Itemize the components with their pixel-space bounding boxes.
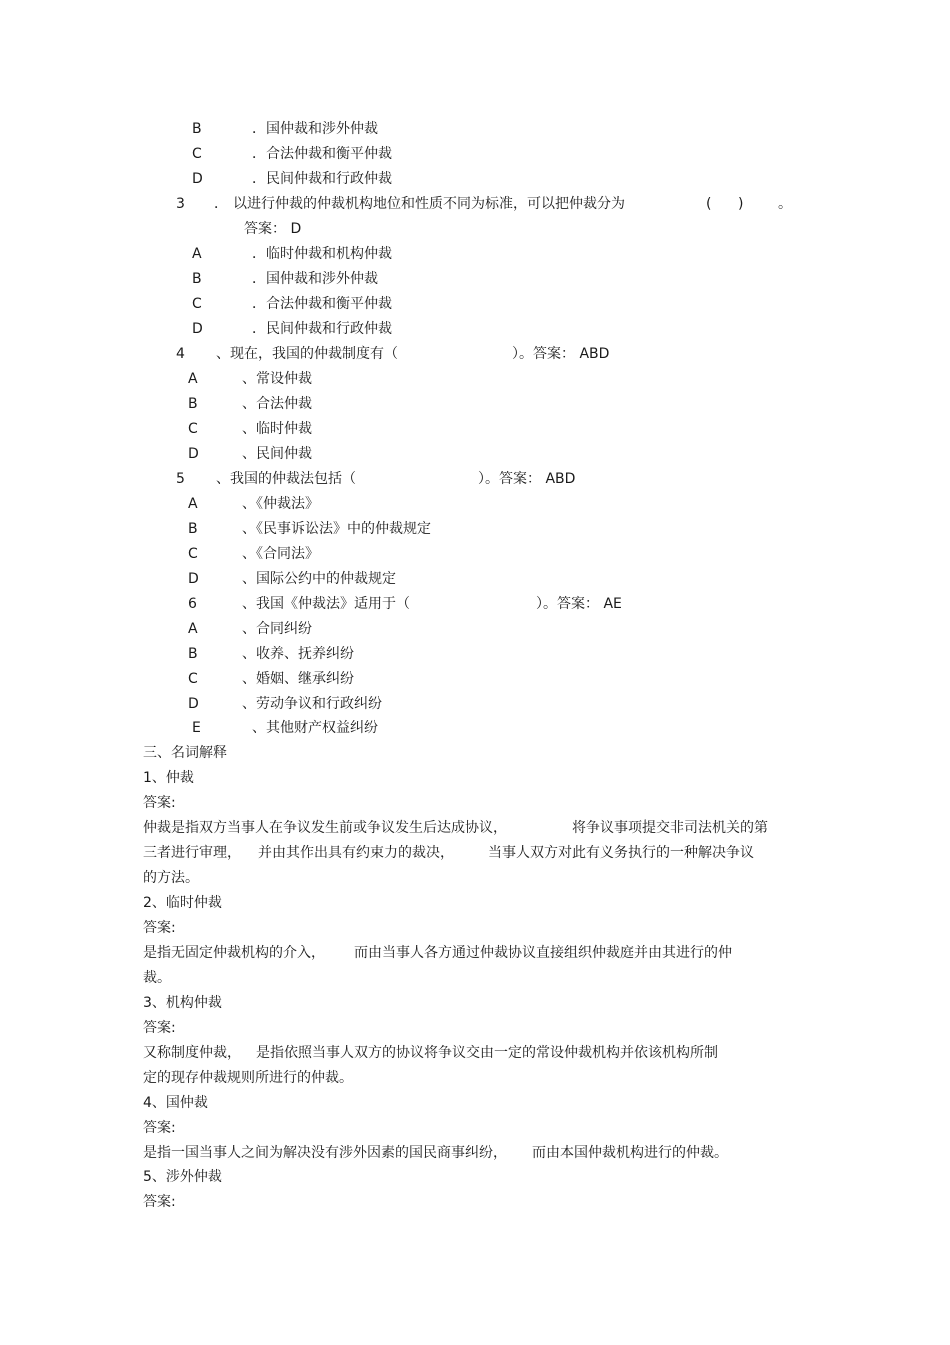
option-letter: A <box>188 496 198 512</box>
term-title: 3、机构仲裁 <box>143 995 222 1011</box>
definition-segment: 三者进行审理， <box>143 845 241 861</box>
option-text: 、国际公约中的仲裁规定 <box>242 571 396 587</box>
definition-segment: 而由本国仲裁机构进行的仲裁。 <box>532 1145 728 1161</box>
option-letter: E <box>192 720 201 736</box>
option-letter: D <box>192 321 203 337</box>
option-letter: C <box>192 296 202 312</box>
question-dot: ． <box>214 196 228 212</box>
option-letter: B <box>192 121 202 137</box>
question-answer: ）。答案： ABD <box>478 471 576 487</box>
answer-line: 答案： D <box>244 221 302 237</box>
option-text: 、婚姻、继承纠纷 <box>242 671 354 687</box>
question-text: 、现在，我国的仲裁制度有（ <box>216 346 398 362</box>
definition-segment: 又称制度仲裁， <box>143 1045 241 1061</box>
option-text: 、《合同法》 <box>242 546 319 562</box>
option-text: 、劳动争议和行政纠纷 <box>242 696 382 712</box>
question-text: 、我国的仲裁法包括（ <box>216 471 356 487</box>
option-text: 、合同纠纷 <box>242 621 312 637</box>
answer-label: 答案: <box>143 795 176 811</box>
option-letter: D <box>188 446 199 462</box>
question-number: 5 <box>176 471 185 487</box>
option-text: ．民间仲裁和行政仲裁 <box>252 171 392 187</box>
option-text: 、合法仲裁 <box>242 396 312 412</box>
section-heading: 三、名词解释 <box>143 745 227 761</box>
definition-segment: 的方法。 <box>143 870 199 886</box>
option-letter: D <box>188 696 199 712</box>
answer-label: 答案: <box>143 920 176 936</box>
option-text: 、常设仲裁 <box>242 371 312 387</box>
question-text: 以进行仲裁的仲裁机构地位和性质不同为标准，可以把仲裁分为 <box>233 196 625 212</box>
option-letter: C <box>188 421 198 437</box>
definition-segment: 是指无固定仲裁机构的介入， <box>143 945 325 961</box>
definition-segment: 是指一国当事人之间为解决没有涉外因素的国民商事纠纷， <box>143 1145 507 1161</box>
option-letter: D <box>188 571 199 587</box>
option-letter: D <box>192 171 203 187</box>
question-number: 4 <box>176 346 185 362</box>
option-text: 、民间仲裁 <box>242 446 312 462</box>
option-text: 、临时仲裁 <box>242 421 312 437</box>
definition-segment: 仲裁是指双方当事人在争议发生前或争议发生后达成协议， <box>143 820 507 836</box>
question-answer: ）。答案： AE <box>536 596 622 612</box>
answer-label: 答案: <box>143 1120 176 1136</box>
option-letter: B <box>188 646 198 662</box>
option-letter: C <box>192 146 202 162</box>
option-letter: C <box>188 671 198 687</box>
definition-segment: 将争议事项提交非司法机关的第 <box>572 820 768 836</box>
option-text: ．国仲裁和涉外仲裁 <box>252 121 378 137</box>
option-text: ．临时仲裁和机构仲裁 <box>252 246 392 262</box>
term-title: 4、国仲裁 <box>143 1095 208 1111</box>
question-period: 。 <box>778 196 792 212</box>
option-letter: B <box>192 271 202 287</box>
definition-segment: 是指依照当事人双方的协议将争议交由一定的常设仲裁机构并依该机构所制 <box>256 1045 718 1061</box>
term-title: 5、涉外仲裁 <box>143 1169 222 1185</box>
option-text: 、收养、抚养纠纷 <box>242 646 354 662</box>
blank-paren-close: ) <box>738 196 744 212</box>
option-text: ．民间仲裁和行政仲裁 <box>252 321 392 337</box>
option-letter: B <box>188 521 198 537</box>
definition-segment: 而由当事人各方通过仲裁协议直接组织仲裁庭并由其进行的仲 <box>354 945 732 961</box>
option-letter: C <box>188 546 198 562</box>
option-text: ．合法仲裁和衡平仲裁 <box>252 146 392 162</box>
option-text: 、《民事诉讼法》中的仲裁规定 <box>242 521 431 537</box>
option-text: 、《仲裁法》 <box>242 496 319 512</box>
definition-segment: 定的现存仲裁规则所进行的仲裁。 <box>143 1070 353 1086</box>
option-letter: A <box>192 246 202 262</box>
option-letter: A <box>188 621 198 637</box>
option-text: 、其他财产权益纠纷 <box>252 720 378 736</box>
blank-paren-open: ( <box>706 196 712 212</box>
answer-label: 答案: <box>143 1020 176 1036</box>
definition-segment: 并由其作出具有约束力的裁决， <box>258 845 454 861</box>
option-text: ．合法仲裁和衡平仲裁 <box>252 296 392 312</box>
term-title: 2、临时仲裁 <box>143 895 222 911</box>
option-text: ．国仲裁和涉外仲裁 <box>252 271 378 287</box>
question-number: 6 <box>188 596 197 612</box>
answer-label: 答案: <box>143 1194 176 1210</box>
definition-segment: 裁。 <box>143 970 171 986</box>
option-letter: B <box>188 396 198 412</box>
definition-segment: 当事人双方对此有义务执行的一种解决争议 <box>488 845 754 861</box>
question-answer: ）。答案： ABD <box>512 346 610 362</box>
question-text: 、我国《仲裁法》适用于（ <box>242 596 410 612</box>
term-title: 1、仲裁 <box>143 770 194 786</box>
option-letter: A <box>188 371 198 387</box>
question-number: 3 <box>176 196 185 212</box>
